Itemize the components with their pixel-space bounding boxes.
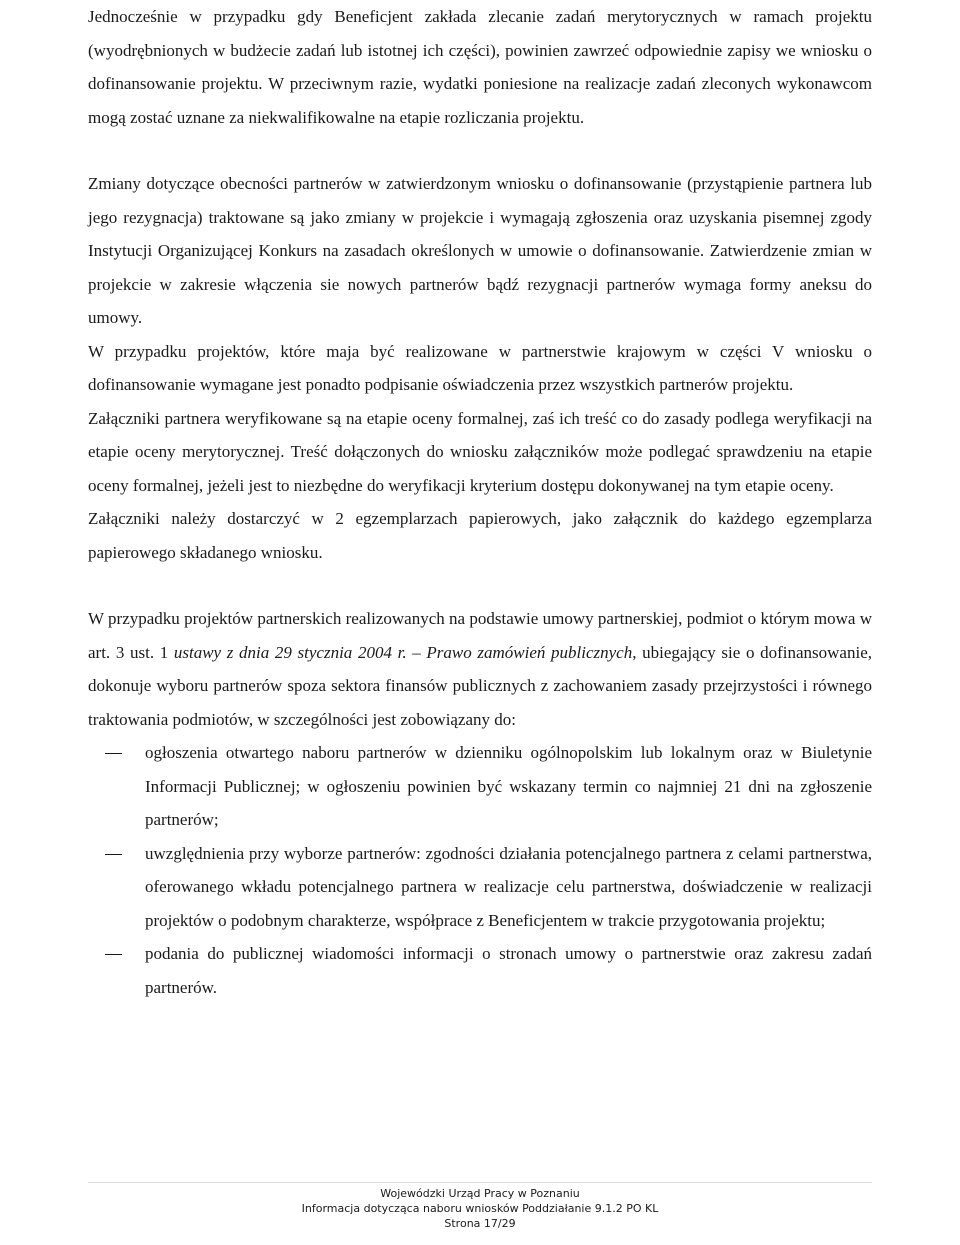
partner-text-part2: , ubiegający sie o dofinansowanie, dokonuje wyboru partnerów spoza sektora finansów publicznych z zachowaniem zasady przejrzystości i równego traktowania podmiotów, w szczególności jest zobowiązany do:: [88, 642, 872, 729]
partner-text-part1: W przypadku projektów partnerskich realizowanych na podstawie umowy partnerskiej, podmiot o którym mowa w art. 3 ust. 1: [88, 609, 872, 662]
list-item: [88, 736, 872, 837]
law-reference: ustawy z dnia 29 stycznia 2004 r. – Prawo zamówień publicznych: [173, 642, 633, 662]
paragraph-partner-selection: [88, 602, 872, 736]
document-body: [88, 0, 872, 1004]
list-item-text: podania do publicznej wiadomości informacji o stronach umowy o partnerstwie oraz zakresu zadań partnerów.: [145, 944, 872, 997]
paragraph-attachment-copies: Załączniki należy dostarczyć w 2 egzemplarzach papierowych, jako załącznik do każdego egzemplarza papierowego składanego wniosku.: [88, 509, 872, 562]
paragraph-partner-changes: Zmiany dotyczące obecności partnerów w zatwierdzonym wniosku o dofinansowanie (przystąpienie partnera lub jego rezygnacja) traktowane są jako zmiany w projekcie i wymagają zgłoszenia oraz uzyskania pisemnej zgody Instytucji Organizującej Konkurs na zasadach określonych w umowie o dofinansowanie. Zatwierdzenie zmian w projekcie w zakresie włączenia sie nowych partnerów bądź rezygnacji partnerów wymaga formy aneksu do umowy.: [88, 174, 872, 327]
footer-divider: [88, 1182, 872, 1183]
dash-bullet-icon: [105, 854, 122, 855]
list-item: [88, 837, 872, 938]
page-number: Strona 17/29: [444, 1217, 516, 1230]
paragraph-spacer: [88, 569, 872, 602]
footer-document-title: Informacja dotycząca naboru wniosków Poddziałanie 9.1.2 PO KL: [301, 1202, 659, 1215]
list-item: [88, 937, 872, 1004]
paragraph-domestic-partnership: W przypadku projektów, które maja być realizowane w partnerstwie krajowym w części V wniosku o dofinansowanie wymagane jest ponadto podpisanie oświadczenia przez wszystkich partnerów projektu.: [88, 341, 872, 394]
paragraph-partner-attachments: Załączniki partnera weryfikowane są na etapie oceny formalnej, zaś ich treść co do zasady podlega weryfikacji na etapie oceny merytorycznej. Treść dołączonych do wniosku załączników może podlegać sprawdzeniu na etapie oceny formalnej, jeżeli jest to niezbędne do weryfikacji kryterium dostępu dokonywanej na tym etapie oceny.: [88, 408, 872, 495]
dash-bullet-icon: [105, 954, 122, 955]
page-footer: [0, 1186, 960, 1231]
list-item-text: ogłoszenia otwartego naboru partnerów w dzienniku ogólnopolskim lub lokalnym oraz w Biuletynie Informacji Publicznej; w ogłoszeniu powinien być wskazany termin co najmniej 21 dni na zgłoszenie partnerów;: [145, 743, 872, 829]
footer-institution: Wojewódzki Urząd Pracy w Poznaniu: [380, 1187, 580, 1200]
obligations-list: [88, 736, 872, 1004]
list-item-text: uwzględnienia przy wyborze partnerów: zgodności działania potencjalnego partnera z celami partnerstwa, oferowanego wkładu potencjalnego partnera w realizacje celu partnerstwa, doświadczenie w realizacji projektów o podobnym charakterze, współprace z Beneficjentem w trakcie przygotowania projektu;: [145, 843, 872, 930]
dash-bullet-icon: [105, 753, 122, 754]
paragraph-spacer: [88, 134, 872, 167]
paragraph-outsourcing: Jednocześnie w przypadku gdy Beneficjent zakłada zlecanie zadań merytorycznych w ramach projektu (wyodrębnionych w budżecie zadań lub istotnej ich części), powinien zawrzeć odpowiednie zapisy we wniosku o dofinansowanie projektu. W przeciwnym razie, wydatki poniesione na realizacje zadań zleconych wykonawcom mogą zostać uznane za niekwalifikowalne na etapie rozliczania projektu.: [88, 7, 872, 127]
